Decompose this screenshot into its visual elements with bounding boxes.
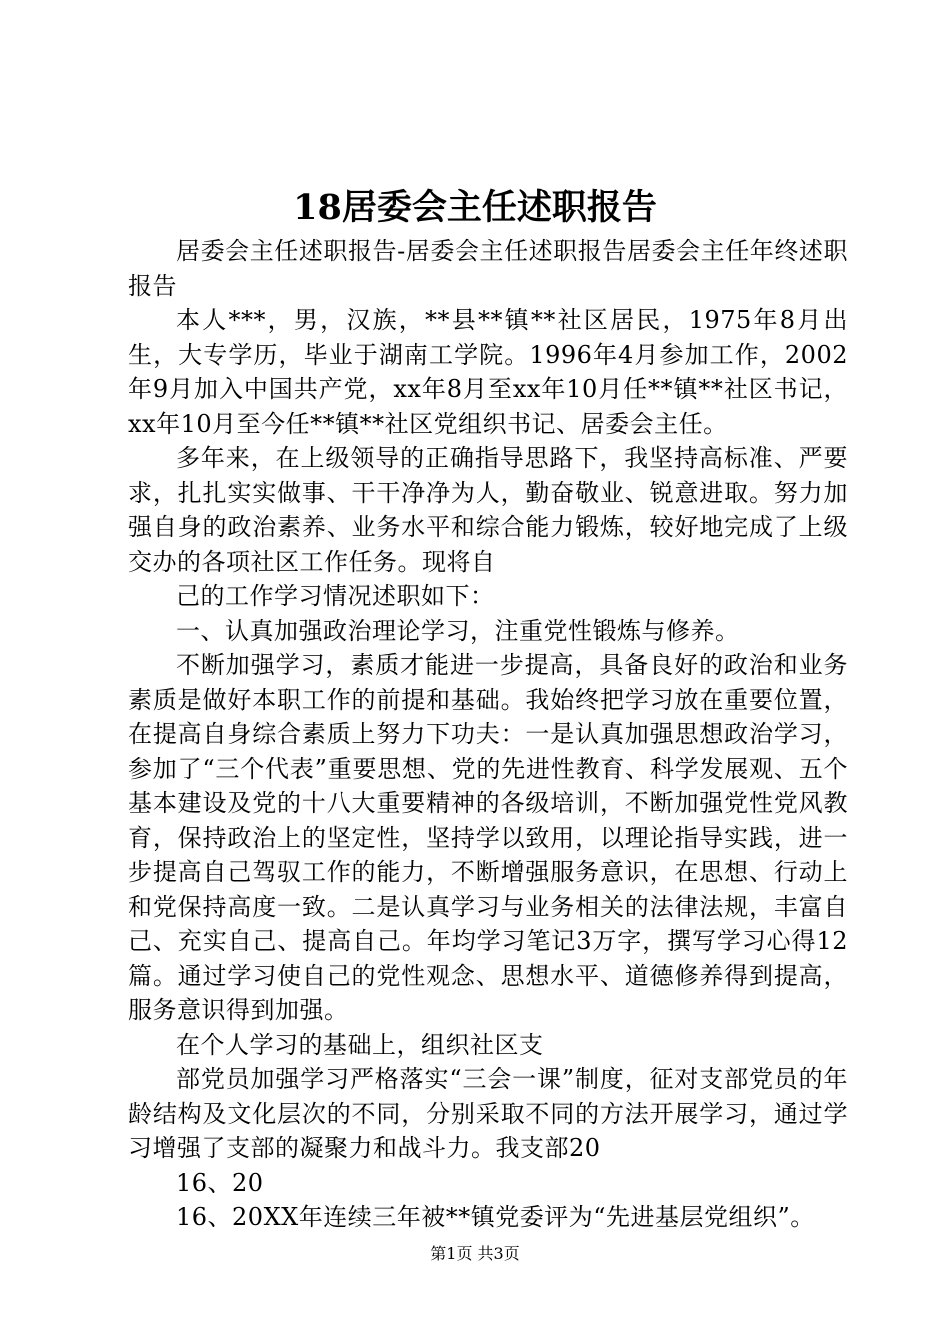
paragraph: 本人***，男，汉族，**县**镇**社区居民，1975年8月出生，大专学历，毕业于湖南工学院。1996年4月参加工作，2002年9月加入中国共产党，xx年8月至xx年10月任**镇**社区书记，xx年10月至今任**镇**社区党组织书记、居委会主任。 <box>128 306 848 438</box>
paragraph: 不断加强学习，素质才能进一步提高，具备良好的政治和业务素质是做好本职工作的前提和基础。我始终把学习放在重要位置，在提高自身综合素质上努力下功夫：一是认真加强思想政治学习，参加了“三个代表”重要思想、党的先进性教育、科学发展观、五个基本建设及党的十八大重要精神的各级培训，不断加强党性党风教育，保持政治上的坚定性，坚持学以致用，以理论指导实践，进一步提高自己驾驭工作的能力，不断增强服务意识，在思想、行动上和党保持高度一致。二是认真学习与业务相关的法律法规，丰富自己、充实自己、提高自己。年均学习笔记3万字，撰写学习心得12篇。通过学习使自己的党性观念、思想水平、道德修养得到提高，服务意识得到加强。 <box>128 651 848 1024</box>
paragraph: 多年来，在上级领导的正确指导思路下，我坚持高标准、严要求，扎扎实实做事、干干净净为人，勤奋敬业、锐意进取。努力加强自身的政治素养、业务水平和综合能力锻炼，较好地完成了上级交办的各项社区工作任务。现将自 <box>128 444 848 576</box>
paragraph: 在个人学习的基础上，组织社区支 <box>176 1030 544 1059</box>
paragraph: 16、20XX年连续三年被**镇党委评为“先进基层党组织”。 <box>176 1203 815 1231</box>
paragraph: 居委会主任述职报告-居委会主任述职报告居委会主任年终述职报告 <box>128 237 848 300</box>
document-body <box>128 234 848 1235</box>
page-indicator: 第1页 共3页 <box>430 1244 520 1263</box>
section-heading: 一、认真加强政治理论学习，注重党性锻炼与修养。 <box>176 616 740 645</box>
paragraph: 部党员加强学习严格落实“三会一课”制度，征对支部党员的年龄结构及文化层次的不同，分别采取不同的方法开展学习，通过学习增强了支部的凝聚力和战斗力。我支部20 <box>128 1065 848 1162</box>
paragraph: 16、20 <box>176 1168 264 1197</box>
paragraph: 己的工作学习情况述职如下： <box>176 582 495 610</box>
document-title: 18居委会主任述职报告 <box>293 187 657 228</box>
